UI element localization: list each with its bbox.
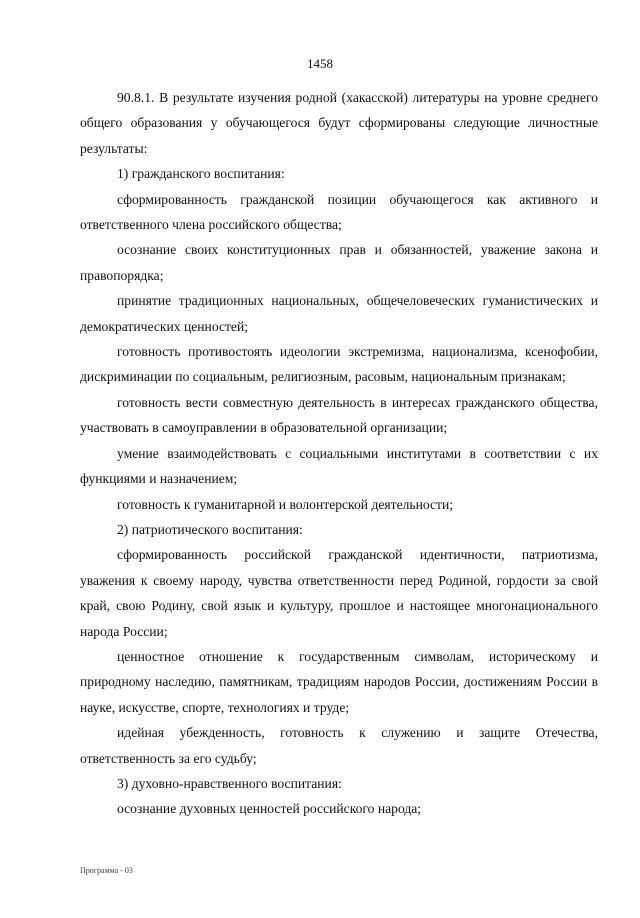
document-body xyxy=(80,85,598,822)
page-footer: Программа - 03 xyxy=(80,866,133,875)
paragraph: ценностное отношение к государственным символам, историческому и природному наследию, памятникам, традициям народов России, достижениям России в науке, искусстве, спорте, технологиях и труде; xyxy=(80,648,598,715)
section-heading: 3) духовно-нравственного воспитания: xyxy=(117,775,342,791)
paragraph: умение взаимодействовать с социальными институтами в соответствии с их функциями и назначением; xyxy=(80,445,598,487)
section-heading: 2) патриотического воспитания: xyxy=(117,521,303,537)
paragraph: готовность вести совместную деятельность в интересах гражданского общества, участвовать в самоуправлении в образовательной организации; xyxy=(80,394,598,436)
paragraph: готовность к гуманитарной и волонтерской деятельности; xyxy=(117,496,454,512)
paragraph: принятие традиционных национальных, общечеловеческих гуманистических и демократических ценностей; xyxy=(80,293,598,334)
paragraph: осознание духовных ценностей российского народа; xyxy=(117,801,422,817)
section-heading: 1) гражданского воспитания: xyxy=(117,166,285,182)
page-number: 1458 xyxy=(307,56,333,71)
paragraph: 90.8.1. В результате изучения родной (хакасской) литературы на уровне среднего общего образования у обучающегося будут сформированы следующие личностные результаты: xyxy=(80,90,598,156)
paragraph: готовность противостоять идеологии экстремизма, национализма, ксенофобии, дискриминации по социальным, религиозным, расовым, национальным признакам; xyxy=(80,344,598,385)
paragraph: сформированность гражданской позиции обучающегося как активного и ответственного члена российского общества; xyxy=(80,191,598,233)
paragraph: идейная убежденность, готовность к служению и защите Отечества, ответственность за его судьбу; xyxy=(80,725,598,766)
paragraph: сформированность российской гражданской идентичности, патриотизма, уважения к своему народу, чувства ответственности перед Родиной, гордости за свой край, свою Родину, свой язык и культуру, прошлое и настоящее многонационального народа России; xyxy=(80,547,598,639)
paragraph: осознание своих конституционных прав и обязанностей, уважение закона и правопорядка; xyxy=(80,242,598,283)
